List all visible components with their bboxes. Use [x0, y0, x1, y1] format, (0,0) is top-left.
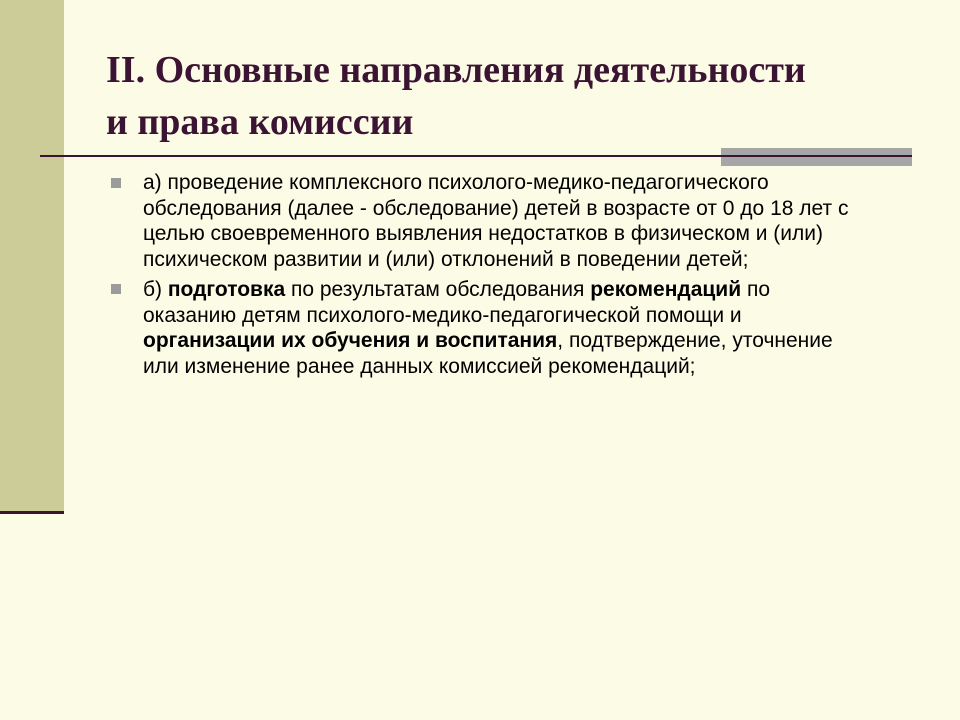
- square-bullet-icon: [111, 284, 121, 294]
- bullet-b-bold-podgotovka: подготовка: [167, 277, 286, 301]
- bullet-b-bold-organizatsii: организации их обучения и воспитания: [143, 329, 558, 353]
- bullet-b-text-4: , подтверждение, уточнение или изменение ранее данных комиссией рекомендаций;: [143, 329, 833, 378]
- bullet-b-text-3: по оказанию детям психолого-медико-педагогической помощи и: [143, 277, 771, 327]
- slide-title: [106, 44, 926, 148]
- bullet-list: [106, 170, 866, 384]
- bullet-b-text-2: по результатам обследования: [285, 277, 591, 301]
- bullet-b-text-1: б): [143, 277, 168, 301]
- bullet-b-bold-rekomendatsiy: рекомендаций: [590, 277, 742, 301]
- square-bullet-icon: [111, 178, 121, 188]
- left-decor-band: [0, 0, 64, 512]
- slide-title-line-2: и права комиссии: [106, 101, 414, 143]
- title-accent-bar-gap: [721, 155, 912, 157]
- bullet-text-b: [143, 278, 833, 378]
- bullet-item-a: [106, 170, 866, 273]
- bullet-item-b: [106, 277, 866, 380]
- bullet-text-a: а) проведение комплексного психолого-медико-педагогического обследования (далее - обследование) детей в возрасте от 0 до 18 лет с целью своевременного выявления недостатков в физическом и (или) психическом развитии и (или) отклонений в поведении детей;: [143, 171, 849, 272]
- left-decor-underline: [0, 511, 64, 514]
- title-accent-bar: [721, 148, 912, 166]
- slide-title-line-1: II. Основные направления деятельности: [106, 49, 806, 91]
